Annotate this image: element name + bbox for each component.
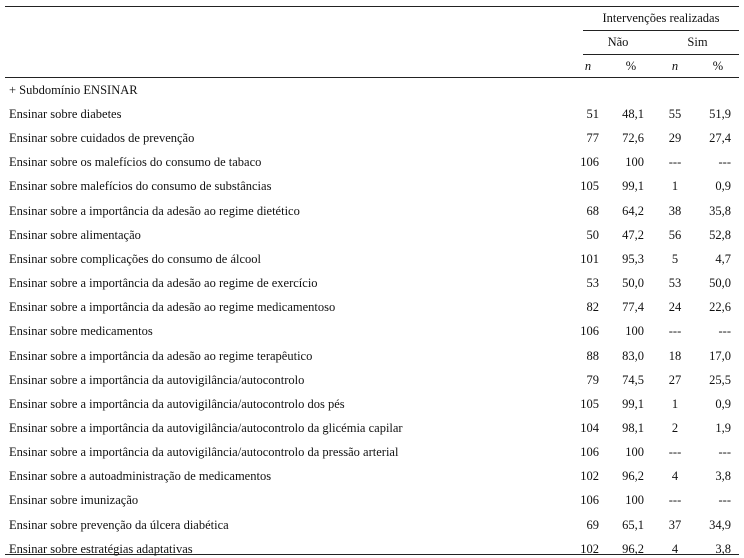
- row-n-no: 51: [586, 107, 599, 121]
- group-title: Intervenções realizadas: [602, 11, 720, 25]
- row-pct-yes: 3,8: [715, 542, 731, 556]
- row-pct-no: 48,1: [622, 107, 644, 121]
- row-n-no: 68: [586, 204, 599, 218]
- row-label: Ensinar sobre alimentação: [9, 228, 141, 242]
- row-pct-yes: ---: [718, 445, 731, 459]
- row-n-no: 102: [580, 542, 599, 556]
- row-label: Ensinar sobre medicamentos: [9, 324, 153, 338]
- row-n-no: 82: [586, 300, 599, 314]
- n-header-yes: n: [671, 59, 679, 73]
- row-pct-no: 65,1: [622, 518, 644, 532]
- row-n-yes: 37: [668, 518, 682, 532]
- row-n-yes: 5: [671, 252, 679, 266]
- row-n-yes: ---: [668, 155, 682, 169]
- col-yes-header: Sim: [687, 35, 708, 49]
- row-n-yes: 24: [668, 300, 682, 314]
- row-label: Ensinar sobre a importância da adesão ao regime de exercício: [9, 276, 318, 290]
- row-pct-no: 100: [625, 445, 644, 459]
- row-label: Ensinar sobre a importância da adesão ao regime terapêutico: [9, 349, 313, 363]
- row-pct-yes: 3,8: [715, 469, 731, 483]
- row-pct-yes: 52,8: [709, 228, 731, 242]
- row-n-no: 106: [580, 493, 599, 507]
- n-header-no: n: [584, 59, 592, 73]
- row-n-no: 105: [580, 179, 599, 193]
- row-label: Ensinar sobre a autoadministração de medicamentos: [9, 469, 272, 483]
- row-pct-no: 100: [625, 493, 644, 507]
- row-pct-no: 64,2: [622, 204, 644, 218]
- row-pct-no: 100: [625, 324, 644, 338]
- row-pct-no: 72,6: [622, 131, 644, 145]
- top-rule: [5, 6, 739, 7]
- row-n-no: 101: [580, 252, 599, 266]
- row-label: Ensinar sobre a importância da adesão ao regime dietético: [9, 204, 300, 218]
- row-n-no: 106: [580, 445, 599, 459]
- row-n-yes: 18: [668, 349, 682, 363]
- row-n-no: 50: [586, 228, 599, 242]
- row-pct-yes: 0,9: [715, 397, 731, 411]
- row-n-yes: 4: [671, 469, 679, 483]
- row-n-no: 77: [586, 131, 599, 145]
- group-rule: [583, 30, 739, 31]
- row-n-no: 79: [586, 373, 599, 387]
- row-pct-yes: 17,0: [709, 349, 731, 363]
- row-n-no: 106: [580, 324, 599, 338]
- row-pct-yes: ---: [718, 493, 731, 507]
- row-pct-no: 50,0: [622, 276, 644, 290]
- row-n-no: 69: [586, 518, 599, 532]
- row-label: Ensinar sobre diabetes: [9, 107, 122, 121]
- row-pct-yes: 0,9: [715, 179, 731, 193]
- row-label: Ensinar sobre os malefícios do consumo de tabaco: [9, 155, 262, 169]
- row-label: Ensinar sobre malefícios do consumo de substâncias: [9, 179, 272, 193]
- row-n-yes: 53: [668, 276, 682, 290]
- row-pct-yes: 4,7: [715, 252, 731, 266]
- row-label: Ensinar sobre a importância da autovigilância/autocontrolo dos pés: [9, 397, 345, 411]
- pct-header-no: %: [625, 59, 637, 73]
- row-n-no: 102: [580, 469, 599, 483]
- row-label: Ensinar sobre a importância da autovigilância/autocontrolo: [9, 373, 305, 387]
- row-pct-no: 77,4: [622, 300, 644, 314]
- row-n-no: 105: [580, 397, 599, 411]
- row-label: Ensinar sobre cuidados de prevenção: [9, 131, 195, 145]
- row-n-yes: 4: [671, 542, 679, 556]
- row-label: Ensinar sobre a importância da autovigilância/autocontrolo da glicémia capilar: [9, 421, 403, 435]
- header-bottom-rule: [5, 77, 739, 78]
- row-label: Ensinar sobre prevenção da úlcera diabética: [9, 518, 229, 532]
- row-pct-no: 98,1: [622, 421, 644, 435]
- row-n-yes: 27: [668, 373, 682, 387]
- row-pct-no: 96,2: [622, 469, 644, 483]
- row-pct-no: 96,2: [622, 542, 644, 556]
- col-no-header: Não: [607, 35, 629, 49]
- row-label: Ensinar sobre estratégias adaptativas: [9, 542, 193, 556]
- row-pct-yes: ---: [718, 155, 731, 169]
- row-label: Ensinar sobre a importância da autovigilância/autocontrolo da pressão arterial: [9, 445, 399, 459]
- row-n-yes: 38: [668, 204, 682, 218]
- row-n-yes: 1: [671, 397, 679, 411]
- row-n-no: 104: [580, 421, 599, 435]
- row-label: Ensinar sobre complicações do consumo de álcool: [9, 252, 262, 266]
- row-pct-yes: 51,9: [709, 107, 731, 121]
- row-n-yes: 56: [668, 228, 682, 242]
- row-pct-no: 83,0: [622, 349, 644, 363]
- row-pct-yes: 22,6: [709, 300, 731, 314]
- row-pct-no: 99,1: [622, 397, 644, 411]
- row-pct-no: 47,2: [622, 228, 644, 242]
- subgroup-rule: [583, 54, 739, 55]
- row-pct-no: 74,5: [622, 373, 644, 387]
- row-pct-yes: 25,5: [709, 373, 731, 387]
- row-pct-no: 99,1: [622, 179, 644, 193]
- row-n-no: 88: [586, 349, 599, 363]
- row-n-yes: 2: [671, 421, 679, 435]
- row-n-yes: 29: [668, 131, 682, 145]
- row-pct-yes: 1,9: [715, 421, 731, 435]
- row-pct-no: 95,3: [622, 252, 644, 266]
- row-pct-no: 100: [625, 155, 644, 169]
- row-n-yes: 1: [671, 179, 679, 193]
- pct-header-yes: %: [712, 59, 724, 73]
- row-label: Ensinar sobre a importância da adesão ao regime medicamentoso: [9, 300, 336, 314]
- row-n-yes: ---: [668, 324, 682, 338]
- row-n-no: 106: [580, 155, 599, 169]
- row-pct-yes: 34,9: [709, 518, 731, 532]
- row-pct-yes: 27,4: [709, 131, 731, 145]
- row-n-yes: 55: [668, 107, 682, 121]
- row-pct-yes: ---: [718, 324, 731, 338]
- row-n-yes: ---: [668, 445, 682, 459]
- row-pct-yes: 35,8: [709, 204, 731, 218]
- row-label: Ensinar sobre imunização: [9, 493, 139, 507]
- section-title: + Subdomínio ENSINAR: [9, 83, 138, 97]
- row-n-no: 53: [586, 276, 599, 290]
- row-pct-yes: 50,0: [709, 276, 731, 290]
- row-n-yes: ---: [668, 493, 682, 507]
